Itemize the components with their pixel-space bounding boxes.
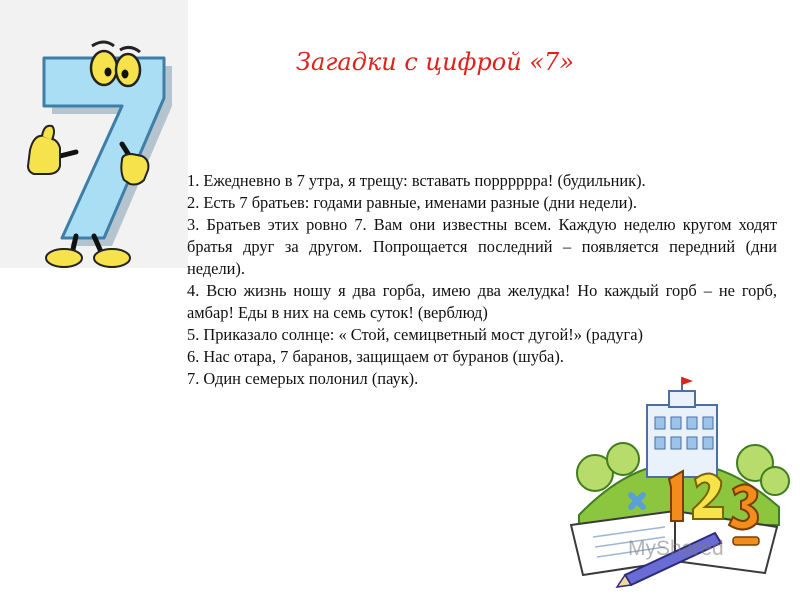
riddle-item: 2. Есть 7 братьев: годами равные, именами разные (дни недели). [187, 193, 637, 212]
riddle-item: 7. Один семерых полонил (паук). [187, 369, 419, 388]
watermark-text: MyShared [628, 537, 724, 560]
cartoon-seven-icon [0, 10, 190, 275]
riddle-item: 3. Братьев этих ровно 7. Вам они известны всем. Каждую неделю кругом ходят братья друг за другом. Попрощается последний – появляется передний (дни недели). [187, 215, 777, 278]
riddle-item: 4. Всю жизнь ношу я два горба, имею два желудка! Но каждый горб – не горб, амбар! Еды в них на семь суток! (верблюд) [187, 281, 777, 322]
riddle-item: 5. Приказало солнце: « Стой, семицветный мост дугой!» (радуга) [187, 325, 643, 344]
slide-title: Загадки с цифрой «7» [296, 48, 574, 76]
riddle-list [187, 170, 777, 390]
riddle-item: 6. Нас отара, 7 баранов, защищаем от буранов (шуба). [187, 347, 564, 366]
riddle-item: 1. Ежедневно в 7 утра, я трещу: вставать порррррра! (будильник). [187, 171, 646, 190]
